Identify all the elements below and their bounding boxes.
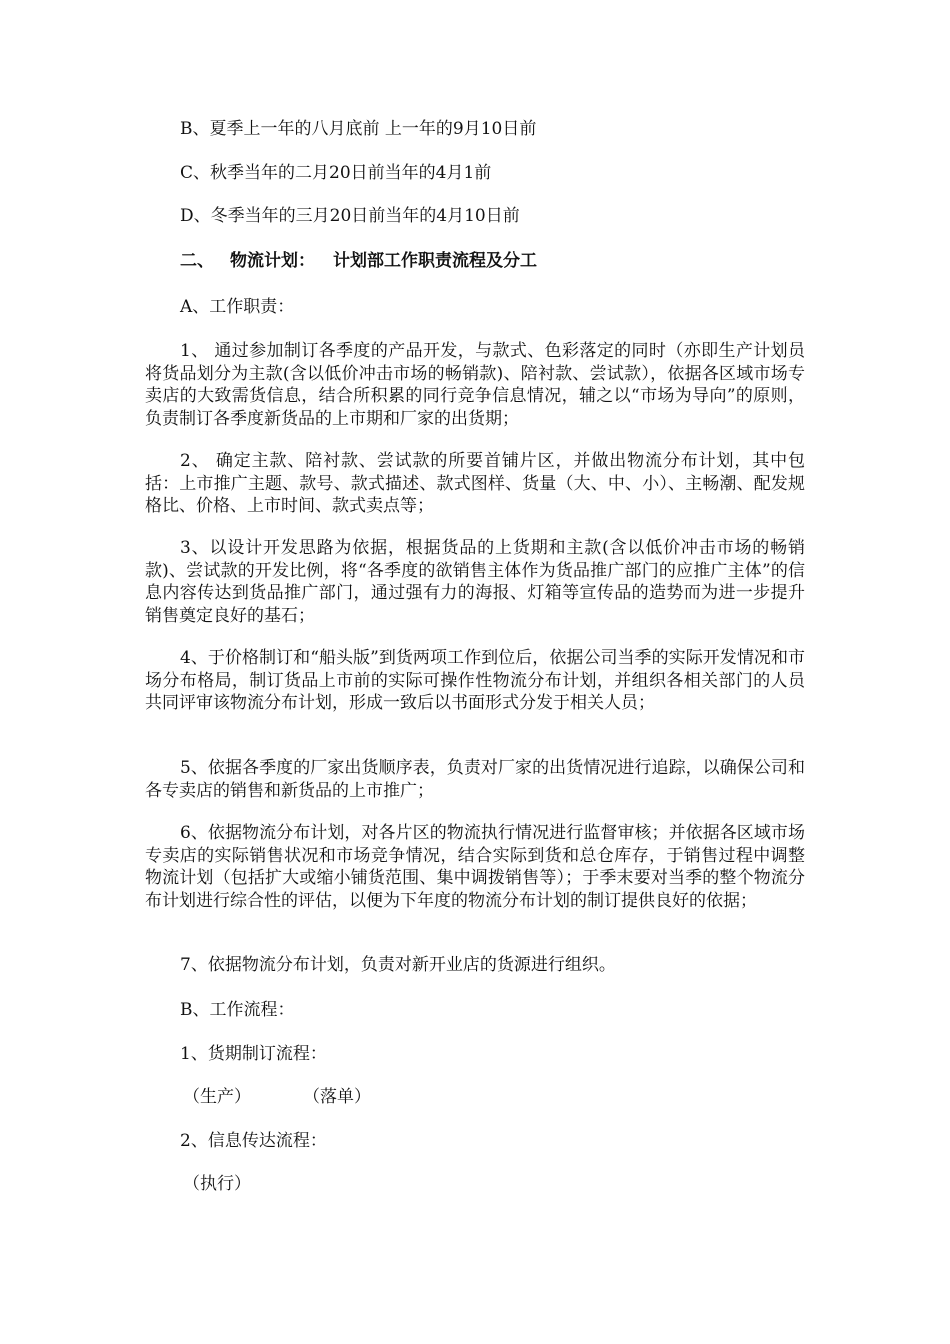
duty-item-1: 1、 通过参加制订各季度的产品开发，与款式、色彩落定的同时（亦即生产计划员将货品划分为主款(含以低价冲击市场的畅销款)、陪衬款、尝试款），依据各区域市场专卖店的大致需货信息，结合所积累的同行竞争信息情况，辅之以“市场为导向”的原则，负责制订各季度新货品的上市期和厂家的出货期；	[145, 341, 805, 429]
duties-heading: A、工作职责：	[180, 297, 295, 317]
step1-flow-labels	[183, 1086, 843, 1109]
schedule-line-c: C、秋季当年的二月20日前当年的4月1前	[180, 163, 492, 183]
duty-item-4: 4、于价格制订和“船头版”到货两项工作到位后，依据公司当季的实际开发情况和市场分布格局，制订货品上市前的实际可操作性物流分布计划，并组织各相关部门的人员共同评审该物流分布计划，形成一致后以书面形式分发于相关人员；	[145, 648, 805, 713]
duty-item-6: 6、依据物流分布计划，对各片区的物流执行情况进行监督审核；并依据各区域市场专卖店的实际销售状况和市场竞争情况，结合实际到货和总仓库存，于销售过程中调整物流计划（包括扩大或缩小铺货范围、集中调拨销售等）；于季末要对当季的整个物流分布计划进行综合性的评估，以便为下年度的物流分布计划的制订提供良好的依据；	[145, 823, 805, 911]
process-step-1: 1、货期制订流程：	[180, 1044, 327, 1064]
section-number: 二、	[180, 251, 214, 271]
duty-item-3: 3、以设计开发思路为依据，根据货品的上货期和主款(含以低价冲击市场的畅销款)、尝试款的开发比例，将“各季度的欲销售主体作为货品推广部门的应推广主体”的信息内容传达到货品推广部门，通过强有力的海报、灯箱等宣传品的造势而为进一步提升销售奠定良好的基石；	[145, 538, 805, 626]
section-title: 物流计划：	[230, 251, 315, 271]
schedule-line-d: D、冬季当年的三月20日前当年的4月10日前	[180, 206, 520, 226]
process-step-2: 2、信息传达流程：	[180, 1131, 327, 1151]
flow-label-order: （落单）	[303, 1087, 371, 1107]
duty-item-5: 5、依据各季度的厂家出货顺序表，负责对厂家的出货情况进行追踪，以确保公司和各专卖店的销售和新货品的上市推广；	[145, 758, 805, 801]
flow-label-production: （生产）	[183, 1087, 251, 1107]
section-heading	[180, 250, 537, 272]
duty-item-2: 2、 确定主款、陪衬款、尝试款的所要首铺片区，并做出物流分布计划，其中包括：上市推广主题、款号、款式描述、款式图样、货量（大、中、小）、主畅潮、配发规格比、价格、上市时间、款式卖点等；	[145, 451, 805, 516]
section-subtitle: 计划部工作职责流程及分工	[333, 251, 537, 271]
process-heading: B、工作流程：	[180, 1000, 295, 1020]
duty-item-7: 7、依据物流分布计划，负责对新开业店的货源进行组织。	[180, 955, 616, 975]
flow-label-execute: （执行）	[183, 1174, 251, 1194]
schedule-line-b: B、夏季上一年的八月底前 上一年的9月10日前	[180, 119, 537, 139]
